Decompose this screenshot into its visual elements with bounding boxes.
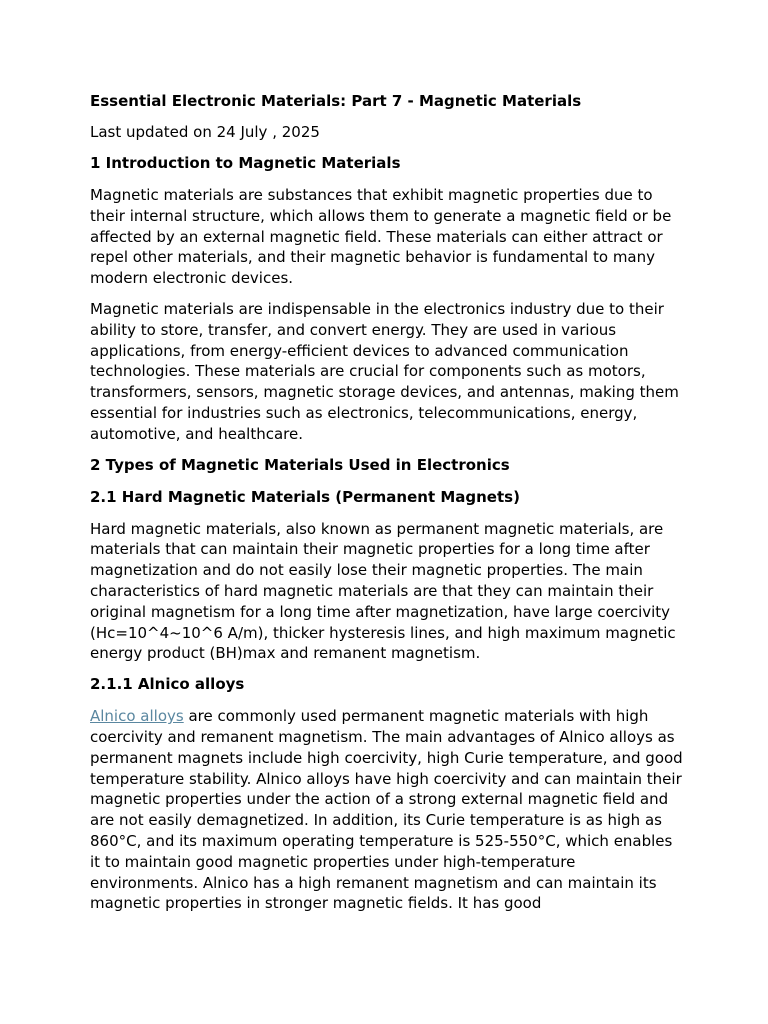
intro-paragraph-1: Magnetic materials are substances that exhibit magnetic properties due to their internal structure, which allows them to generate a magnetic field or be affected by an external magnetic field. These materials can either attract or repel other materials, and their magnetic behavior is fundamental to many modern electronic devices. xyxy=(90,186,672,288)
alnico-paragraph xyxy=(90,706,686,914)
alnico-alloys-link[interactable]: Alnico alloys xyxy=(90,707,184,726)
document-title: Essential Electronic Materials: Part 7 - Magnetic Materials xyxy=(90,92,582,110)
last-updated-date: Last updated on 24 July , 2025 xyxy=(90,123,320,141)
section-heading-introduction: 1 Introduction to Magnetic Materials xyxy=(90,154,401,172)
subsection-heading-hard-magnetic: 2.1 Hard Magnetic Materials (Permanent Magnets) xyxy=(90,487,520,506)
hard-magnetic-paragraph: Hard magnetic materials, also known as permanent magnetic materials, are materials that can maintain their magnetic properties for a long time after magnetization and do not easily lose their magnetic properties. The main characteristics of hard magnetic materials are that they can maintain their original magnetism for a long time after magnetization, have large coercivity (Hc=10^4~10^6 A/m), thicker hysteresis lines, and high maximum magnetic energy product (BH)max and remanent magnetism. xyxy=(90,519,676,663)
section-heading-types: 2 Types of Magnetic Materials Used in Electronics xyxy=(90,455,510,474)
alnico-paragraph-text: are commonly used permanent magnetic materials with high coercivity and remanent magnetism. The main advantages of Alnico alloys as permanent magnets include high coercivity, high Curie temperature, and good temperature stability. Alnico alloys have high coercivity and can maintain their magnetic properties under the action of a strong external magnetic field and are not easily demagnetized. In addition, its Curie temperature is as high as 860°C, and its maximum operating temperature is 525-550°C, which enables it to maintain good magnetic properties under high-temperature environments. Alnico has a high remanent magnetism and can maintain its magnetic properties in stronger magnetic fields. It has good xyxy=(90,707,683,913)
subsubsection-heading-alnico: 2.1.1 Alnico alloys xyxy=(90,675,245,694)
article-body xyxy=(90,91,686,924)
intro-paragraph-2: Magnetic materials are indispensable in the electronics industry due to their ability to store, transfer, and convert energy. They are used in various applications, from energy-efficient devices to advanced communication technologies. These materials are crucial for components such as motors, transformers, sensors, magnetic storage devices, and antennas, making them essential for industries such as electronics, telecommunications, energy, automotive, and healthcare. xyxy=(90,299,679,443)
